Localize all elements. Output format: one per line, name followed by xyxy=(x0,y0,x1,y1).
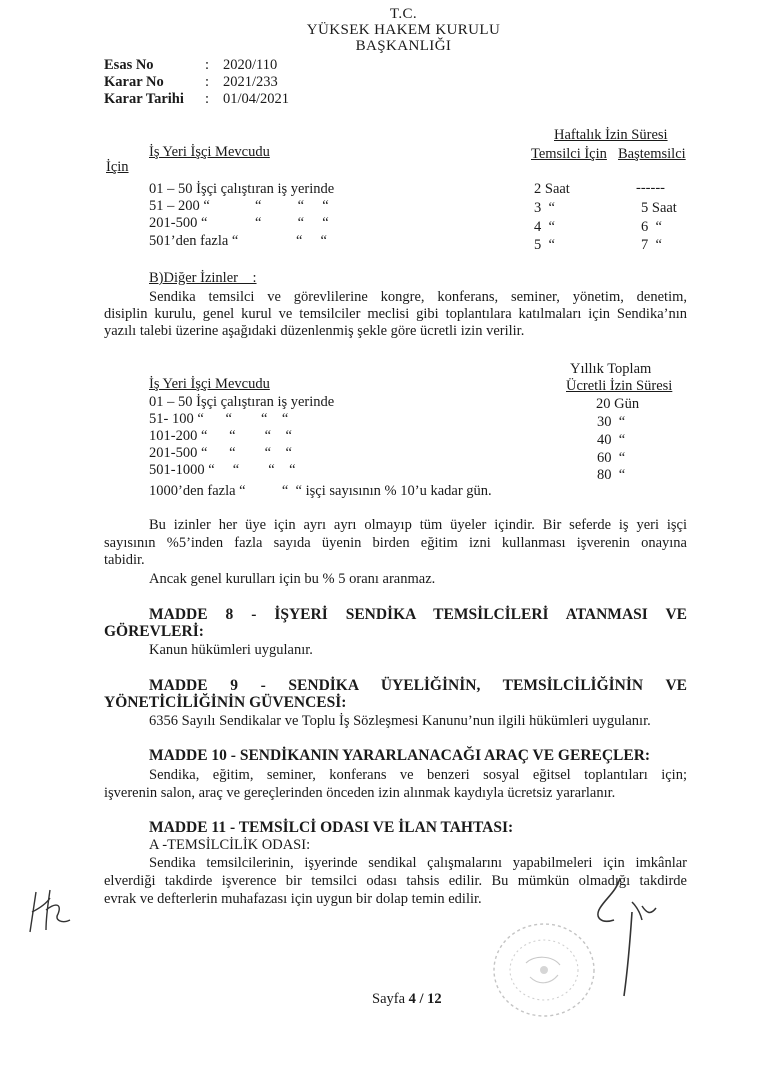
table1-row3-temsilci: 4 “ xyxy=(534,219,555,235)
karar-tarihi-value: 01/04/2021 xyxy=(223,91,290,107)
handwritten-initials-left xyxy=(22,880,82,940)
izin-para-line2: sayısının %5’inden fazla sayıda üyenin birden eğitim izni kullanması işverenin onayına xyxy=(104,535,687,551)
madde10-title: MADDE 10 - SENDİKANIN YARARLANACAĞI ARAÇ VE GEREÇLER: xyxy=(149,747,651,764)
madde11-subtitle: A -TEMSİLCİLİK ODASI: xyxy=(149,837,311,853)
madde9-body: 6356 Sayılı Sendikalar ve Toplu İş Sözleşmesi Kanunu’nun ilgili hükümleri uygulanır. xyxy=(149,713,651,729)
madde11-body-line3: evrak ve defterlerin muhafazası için uygun bir dolap temin edilir. xyxy=(104,891,482,907)
madde11-body-line2: elverdiği takdirde işverence bir temsilci odası tahsis edilir. Bu mümkün olmadığı takdirde xyxy=(104,873,687,889)
table2-row1-value: 20 Gün xyxy=(596,396,640,412)
madde9-title-line1: MADDE 9 - SENDİKA ÜYELİĞİNİN, TEMSİLCİLİĞİNİN VE xyxy=(149,677,687,694)
table2-row4-label: 201-500 “ “ “ “ xyxy=(149,445,292,461)
izin-para-line3: tabidir. xyxy=(104,552,145,568)
table2-row3-label: 101-200 “ “ “ “ xyxy=(149,428,292,444)
header-baskanlik: BAŞKANLIĞI xyxy=(355,38,452,54)
page-number: 4 / 12 xyxy=(408,991,442,1007)
page-footer xyxy=(372,991,442,1008)
table1-row3-ditto: “ “ “ xyxy=(255,215,329,231)
table2-last-row: 1000’den fazla “ “ “ işçi sayısının % 10’u kadar gün. xyxy=(149,483,492,499)
table2-row1-label: 01 – 50 İşçi çalıştıran iş yerinde xyxy=(149,394,335,410)
table1-icin: İçin xyxy=(106,159,129,175)
madde10-body-line1: Sendika, eğitim, seminer, konferans ve benzeri sosyal eğitsel toplantıları için; xyxy=(149,767,687,783)
table1-col-bastemsilci: Baştemsilci xyxy=(618,146,686,162)
page-label: Sayfa xyxy=(372,991,406,1007)
madde8-title-line1: MADDE 8 - İŞYERİ SENDİKA TEMSİLCİLERİ ATANMASI VE xyxy=(149,606,687,623)
table2-row2-value: 30 “ xyxy=(597,414,626,430)
madde9-title-line2: YÖNETİCİLİĞİNİN GÜVENCESİ: xyxy=(104,694,347,711)
karar-no-value: 2021/233 xyxy=(223,74,278,90)
table1-row1-label: 01 – 50 İşçi çalıştıran iş yerinde xyxy=(149,181,335,197)
karar-tarihi-label: Karar Tarihi xyxy=(104,91,184,107)
madde11-title: MADDE 11 - TEMSİLCİ ODASI VE İLAN TAHTASI: xyxy=(149,819,514,836)
table1-row2-label: 51 – 200 “ xyxy=(149,198,210,214)
header-tc: T.C. xyxy=(389,6,418,22)
table2-row2-label: 51- 100 “ “ “ “ xyxy=(149,411,289,427)
table2-header-yillik: Yıllık Toplam xyxy=(570,361,652,377)
official-stamp xyxy=(486,915,606,1025)
table2-header-left: İş Yeri İşçi Mevcudu xyxy=(149,376,270,392)
table1-row1-bas: ------ xyxy=(636,180,665,196)
table1-header-haftalik: Haftalık İzin Süresi xyxy=(554,127,668,143)
karar-no-colon: : xyxy=(205,74,210,90)
table1-row2-bas: 5 Saat xyxy=(641,200,677,216)
section-b-title-text: B)Diğer İzinler : xyxy=(149,270,257,286)
section-b-para-line3: yazılı talebi üzerine aşağıdaki düzenlenmiş şekle göre ücretli izin verilir. xyxy=(104,323,525,339)
table2-row3-value: 40 “ xyxy=(597,432,626,448)
madde8-title-line2: GÖREVLERİ: xyxy=(104,623,204,640)
table1-row2-temsilci: 3 “ xyxy=(534,200,555,216)
header-kurul: YÜKSEK HAKEM KURULU xyxy=(306,22,501,38)
table2-row5-label: 501-1000 “ “ “ “ xyxy=(149,462,296,478)
karar-tarihi-colon: : xyxy=(205,91,210,107)
section-b-para-line1: Sendika temsilci ve görevlilerine kongre, konferans, seminer, yönetim, denetim, xyxy=(149,289,687,305)
table2-row5-value: 80 “ xyxy=(597,467,626,483)
table1-col-temsilci: Temsilci İçin xyxy=(531,146,607,162)
madde11-body-line1: Sendika temsilcilerinin, işyerinde sendikal çalışmalarını yapabilmeleri için imkânlar xyxy=(149,855,687,871)
izin-para-line1: Bu izinler her üye için ayrı ayrı olmayıp tüm üyeler içindir. Bir seferde iş yeri işçi xyxy=(149,517,687,533)
table1-row3-bas: 6 “ xyxy=(641,219,662,235)
table1-header-left: İş Yeri İşçi Mevcudu xyxy=(149,144,270,160)
madde8-body: Kanun hükümleri uygulanır. xyxy=(149,642,313,658)
table1-row3-label: 201-500 “ xyxy=(149,215,208,231)
karar-no-label: Karar No xyxy=(104,74,164,90)
table2-row4-value: 60 “ xyxy=(597,450,626,466)
table1-row2-ditto: “ “ “ xyxy=(255,198,329,214)
table1-row4-label: 501’den fazla “ xyxy=(149,233,239,249)
section-b-title xyxy=(149,270,257,287)
esas-no-colon: : xyxy=(205,57,210,73)
section-b-para-line2: disiplin kurulu, genel kurul ve temsilciler meclisi gibi toplantılara katılmaları için Sendika’nın xyxy=(104,306,687,322)
esas-no-value: 2020/110 xyxy=(223,57,278,73)
esas-no-label: Esas No xyxy=(104,57,154,73)
table1-row4-ditto: “ “ xyxy=(296,233,327,249)
table1-row1-temsilci: 2 Saat xyxy=(534,181,570,197)
madde10-body-line2: işverenin salon, araç ve gereçlerinden önceden izin alınmak kaydıyla ücretsiz yararlanır. xyxy=(104,785,616,801)
table1-row4-temsilci: 5 “ xyxy=(534,237,555,253)
table1-row4-bas: 7 “ xyxy=(641,237,662,253)
table2-header-ucretli: Ücretli İzin Süresi xyxy=(566,378,673,394)
izin-para-line4: Ancak genel kurulları için bu % 5 oranı aranmaz. xyxy=(149,571,436,587)
